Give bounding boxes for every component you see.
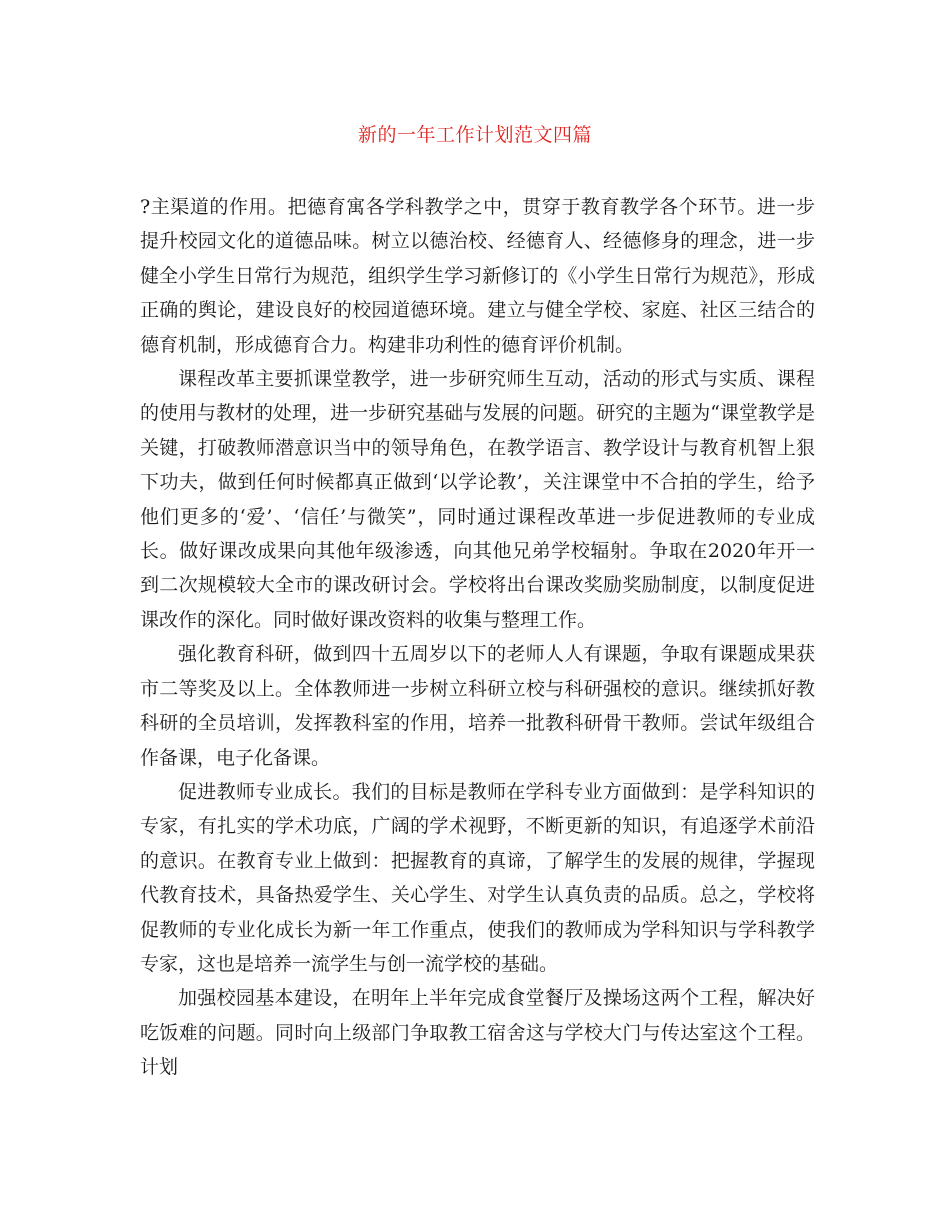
paragraph-5: 加强校园基本建设，在明年上半年完成食堂餐厅及操场这两个工程，解决好吃饭难的问题。同时向上级部门争取教工宿舍这与学校大门与传达室这个工程。计划 xyxy=(140,987,815,1079)
document-title: 新的一年工作计划范文四篇 xyxy=(357,124,592,146)
paragraph-2: 课程改革主要抓课堂教学，进一步研究师生互动，活动的形式与实质、课程的使用与教材的处理，进一步研究基础与发展的问题。研究的主题为“课堂教学是关键，打破教师潜意识当中的领导角色，在教学语言、教学设计与教育机智上狠下功夫，做到任何时候都真正做到‘以学论教’，关注课堂中不合拍的学生，给予他们更多的‘爱’、‘信任’与微笑”，同时通过课程改革进一步促进教师的专业成长。做好课改成果向其他年级渗透，向其他兄弟学校辐射。争取在2020年开一到二次规模较大全市的课改研讨会。学校将出台课改奖励奖励制度，以制度促进课改作的深化。同时做好课改资料的收集与整理工作。 xyxy=(140,368,815,631)
paragraph-1: ?主渠道的作用。把德育寓各学科教学之中，贯穿于教育教学各个环节。进一步提升校园文化的道德品味。树立以德治校、经德育人、经德修身的理念，进一步健全小学生日常行为规范，组织学生学习新修订的《小学生日常行为规范》，形成正确的舆论，建设良好的校园道德环境。建立与健全学校、家庭、社区三结合的德育机制，形成德育合力。构建非功利性的德育评价机制。 xyxy=(140,196,815,356)
document-body xyxy=(140,190,815,1085)
paragraph-4: 促进教师专业成长。我们的目标是教师在学科专业方面做到：是学科知识的专家，有扎实的学术功底，广阔的学术视野，不断更新的知识，有追逐学术前沿的意识。在教育专业上做到：把握教育的真谛，了解学生的发展的规律，学握现代教育技术，具备热爱学生、关心学生、对学生认真负责的品质。总之，学校将促教师的专业化成长为新一年工作重点，使我们的教师成为学科知识与学科教学专家，这也是培养一流学生与创一流学校的基础。 xyxy=(140,780,815,975)
paragraph-3: 强化教育科研，做到四十五周岁以下的老师人人有课题，争取有课题成果获市二等奖及以上。全体教师进一步树立科研立校与科研强校的意识。继续抓好教科研的全员培训，发挥教科室的作用，培养一批教科研骨干教师。尝试年级组合作备课，电子化备课。 xyxy=(140,643,815,769)
